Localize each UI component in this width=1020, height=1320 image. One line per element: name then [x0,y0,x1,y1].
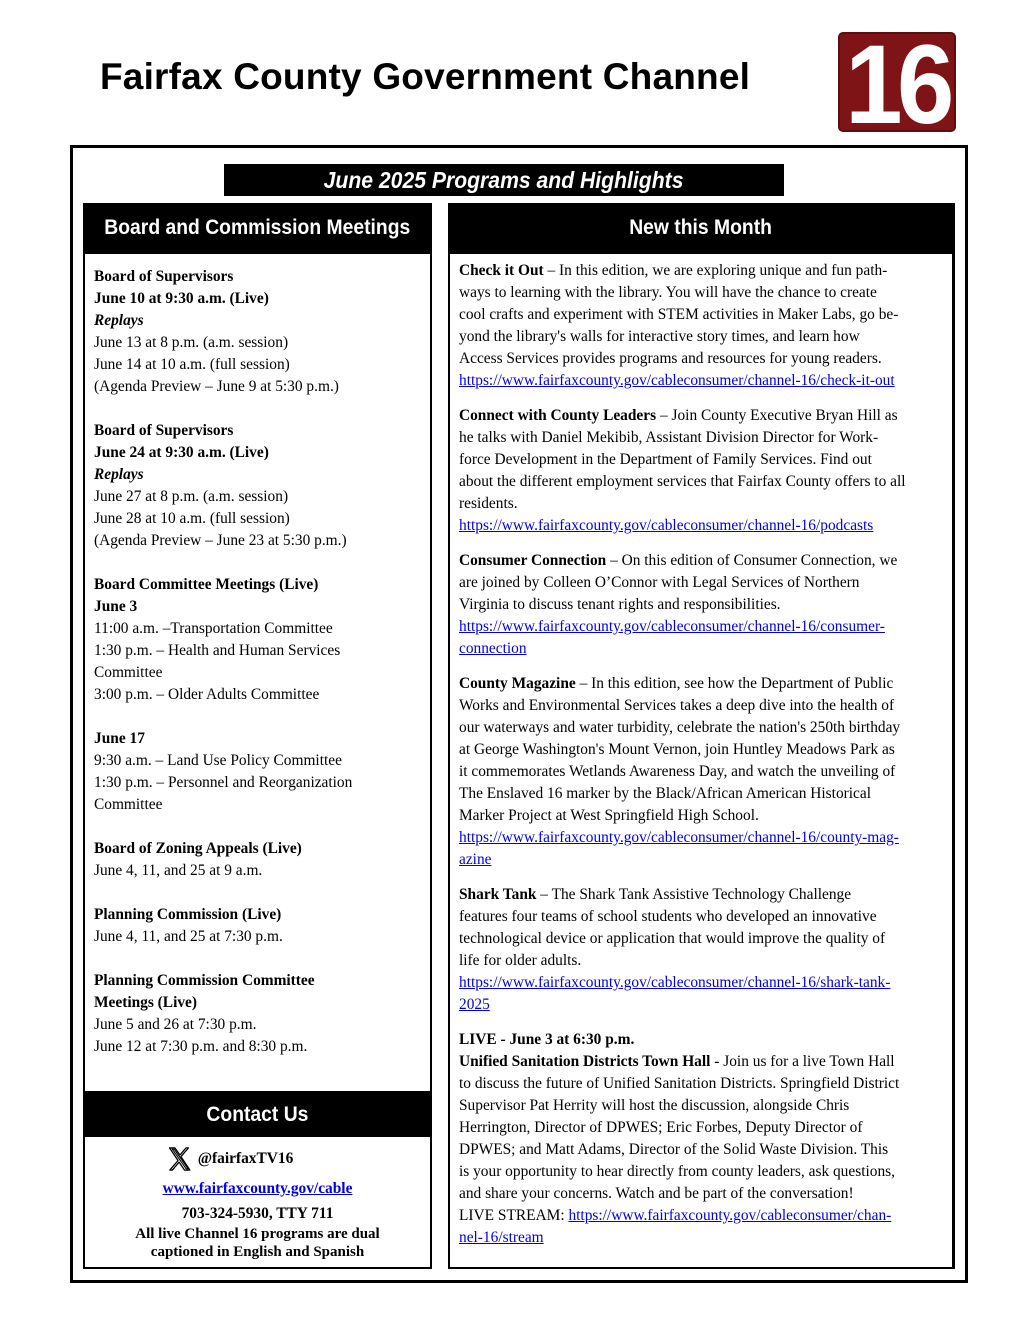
meetings-header [83,203,432,254]
live-description: is your opportunity to hear directly from county leaders, ask questions, [459,1163,895,1180]
meeting-line: June 10 at 9:30 a.m. (Live) [94,290,269,307]
meeting-line: 11:00 a.m. –Transportation Committee [94,620,333,637]
program-description: yond the library's walls for interactive story times, and learn how [459,328,860,345]
column-shadow-edge [952,212,955,1269]
program-description: at George Washington's Mount Vernon, join Huntley Meadows Park as [459,741,895,758]
caption-note [85,1225,430,1261]
meeting-block [94,574,424,706]
meeting-line: 9:30 a.m. – Land Use Policy Committee [94,752,342,769]
live-description: Herrington, Director of DPWES; Eric Forbes, Deputy Director of [459,1119,863,1136]
meeting-line: Planning Commission (Live) [94,906,282,923]
program-title: Check it Out [459,262,544,279]
meeting-line: Replays [94,466,144,483]
contact-phone: 703-324-5930, TTY 711 [181,1205,334,1222]
live-title-line [459,1051,945,1073]
x-logo-icon [166,1145,194,1173]
meeting-line: Board of Zoning Appeals (Live) [94,840,302,857]
meeting-line: June 13 at 8 p.m. (a.m. session) [94,334,289,351]
live-description: Supervisor Pat Herrity will host the discussion, alongside Chris [459,1097,850,1114]
program-title: County Magazine [459,675,576,692]
program-description: residents. [459,495,518,512]
program-link-line [459,972,945,994]
meeting-line: Planning Commission Committee [94,972,315,989]
meeting-line: June 12 at 7:30 p.m. and 8:30 p.m. [94,1038,308,1055]
caption-note-line: All live Channel 16 programs are dual [135,1226,380,1242]
program-description: it commemorates Wetlands Awareness Day, and watch the unveiling of [459,763,896,780]
program-item [459,405,945,537]
program-description: – Join County Executive Bryan Hill as [656,407,898,424]
program-link-line [459,994,945,1016]
program-description: – The Shark Tank Assistive Technology Challenge [536,886,852,903]
program-title-line [459,884,945,906]
meeting-line: June 17 [94,730,145,747]
program-link-line [459,370,945,392]
live-title: Unified Sanitation Districts Town Hall [459,1053,711,1070]
program-link[interactable]: azine [459,851,492,868]
program-link[interactable]: https://www.fairfaxcounty.gov/cableconsumer/channel-16/county-mag- [459,829,899,846]
program-title-line [459,405,945,427]
program-title: Shark Tank [459,886,537,903]
program-item [459,550,945,660]
program-description: features four teams of school students who developed an innovative [459,908,877,925]
program-description: – In this edition, we are exploring unique and fun path- [543,262,888,279]
contact-info [85,1144,430,1261]
meeting-block [94,420,424,552]
meeting-line: 1:30 p.m. – Personnel and Reorganization [94,774,353,791]
program-link[interactable]: connection [459,640,527,657]
live-description: - Join us for a live Town Hall [710,1053,895,1070]
program-description: are joined by Colleen O’Connor with Legal Services of Northern [459,574,860,591]
live-event [459,1029,945,1249]
meeting-line: Board Committee Meetings (Live) [94,576,319,593]
meeting-line: June 3 [94,598,138,615]
twitter-row [29,1144,430,1174]
new-programs-list [459,260,945,1262]
program-link[interactable]: 2025 [459,996,490,1013]
meeting-block [94,838,424,882]
meeting-line: Committee [94,664,163,681]
logo-text: 16 [845,32,949,132]
program-description: Access Services provides programs and resources for young readers. [459,350,882,367]
live-heading: LIVE - June 3 at 6:30 p.m. [459,1031,635,1048]
meeting-line: Committee [94,796,163,813]
meeting-block [94,266,424,398]
live-stream-link[interactable]: https://www.fairfaxcounty.gov/cableconsumer/chan- [568,1207,892,1224]
program-link-line [459,849,945,871]
program-description: Works and Environmental Services takes a deep dive into the health of [459,697,895,714]
program-link[interactable]: https://www.fairfaxcounty.gov/cableconsumer/channel-16/podcasts [459,517,874,534]
program-item [459,884,945,1016]
program-link-line [459,616,945,638]
meeting-line: Board of Supervisors [94,268,234,285]
live-description: DPWES; and Matt Adams, Director of the Solid Waste Division. This [459,1141,889,1158]
program-title-line [459,550,945,572]
meeting-line: Replays [94,312,144,329]
program-title: Connect with County Leaders [459,407,657,424]
cable-website-link[interactable]: www.fairfaxcounty.gov/cable [162,1180,353,1197]
program-link-line [459,827,945,849]
program-link-line [459,638,945,660]
twitter-handle[interactable]: @fairfaxTV16 [197,1150,294,1167]
page-title: Fairfax County Government Channel [100,56,751,97]
program-description: – On this edition of Consumer Connection, we [606,552,898,569]
program-description: our waterways and water turbidity, celebrate the nation's 250th birthday [459,719,901,736]
meeting-line: June 4, 11, and 25 at 7:30 p.m. [94,928,283,945]
program-link[interactable]: https://www.fairfaxcounty.gov/cableconsumer/channel-16/shark-tank- [459,974,891,991]
program-description: cool crafts and experiment with STEM activities in Maker Labs, go be- [459,306,899,323]
new-this-month-header [448,203,953,254]
channel-16-logo [838,32,956,132]
program-link[interactable]: https://www.fairfaxcounty.gov/cableconsumer/channel-16/check-it-out [459,372,895,389]
meeting-line: June 4, 11, and 25 at 9 a.m. [94,862,263,879]
meeting-block [94,728,424,816]
month-banner-text: June 2025 Programs and Highlights [324,167,684,193]
contact-header [83,1091,432,1137]
new-this-month-header-text: New this Month [629,216,772,239]
program-description: life for older adults. [459,952,582,969]
meeting-line: June 14 at 10 a.m. (full session) [94,356,290,373]
program-item [459,673,945,871]
program-description: about the different employment services that Fairfax County offers to all [459,473,906,490]
live-description: and share your concerns. Watch and be part of the conversation! [459,1185,854,1202]
program-title: Consumer Connection [459,552,607,569]
program-title-line [459,673,945,695]
meeting-line: June 5 and 26 at 7:30 p.m. [94,1016,257,1033]
month-banner [224,164,784,196]
program-description: technological device or application that would improve the quality of [459,930,886,947]
program-description: Virginia to discuss tenant rights and responsibilities. [459,596,781,613]
meeting-line: Board of Supervisors [94,422,234,439]
meeting-line: (Agenda Preview – June 9 at 5:30 p.m.) [94,378,339,395]
program-item [459,260,945,392]
meeting-line: June 24 at 9:30 a.m. (Live) [94,444,269,461]
meeting-line: 3:00 p.m. – Older Adults Committee [94,686,320,703]
meetings-header-text: Board and Commission Meetings [104,216,411,239]
live-stream-link[interactable]: nel-16/stream [459,1229,544,1246]
meetings-list [94,266,424,1080]
meeting-block [94,904,424,948]
meeting-line: June 28 at 10 a.m. (full session) [94,510,290,527]
meeting-block [94,970,424,1058]
program-link-line [459,515,945,537]
meeting-line: Meetings (Live) [94,994,198,1011]
caption-note-line: captioned in English and Spanish [150,1244,365,1260]
program-title-line [459,260,945,282]
program-description: force Development in the Department of Family Services. Find out [459,451,872,468]
live-stream-label: LIVE STREAM: [459,1207,569,1224]
meeting-line: June 27 at 8 p.m. (a.m. session) [94,488,289,505]
program-description: Marker Project at West Springfield High School. [459,807,759,824]
program-description: The Enslaved 16 marker by the Black/African American Historical [459,785,871,802]
program-description: – In this edition, see how the Department of Public [575,675,894,692]
live-description: to discuss the future of Unified Sanitation Districts. Springfield District [459,1075,900,1092]
program-description: he talks with Daniel Mekibib, Assistant Division Director for Work- [459,429,879,446]
program-link[interactable]: https://www.fairfaxcounty.gov/cableconsumer/channel-16/consumer- [459,618,885,635]
contact-header-text: Contact Us [206,1103,309,1126]
meeting-line: 1:30 p.m. – Health and Human Services [94,642,341,659]
meeting-line: (Agenda Preview – June 23 at 5:30 p.m.) [94,532,347,549]
program-description: ways to learning with the library. You will have the chance to create [459,284,877,301]
live-stream-line [459,1205,945,1227]
